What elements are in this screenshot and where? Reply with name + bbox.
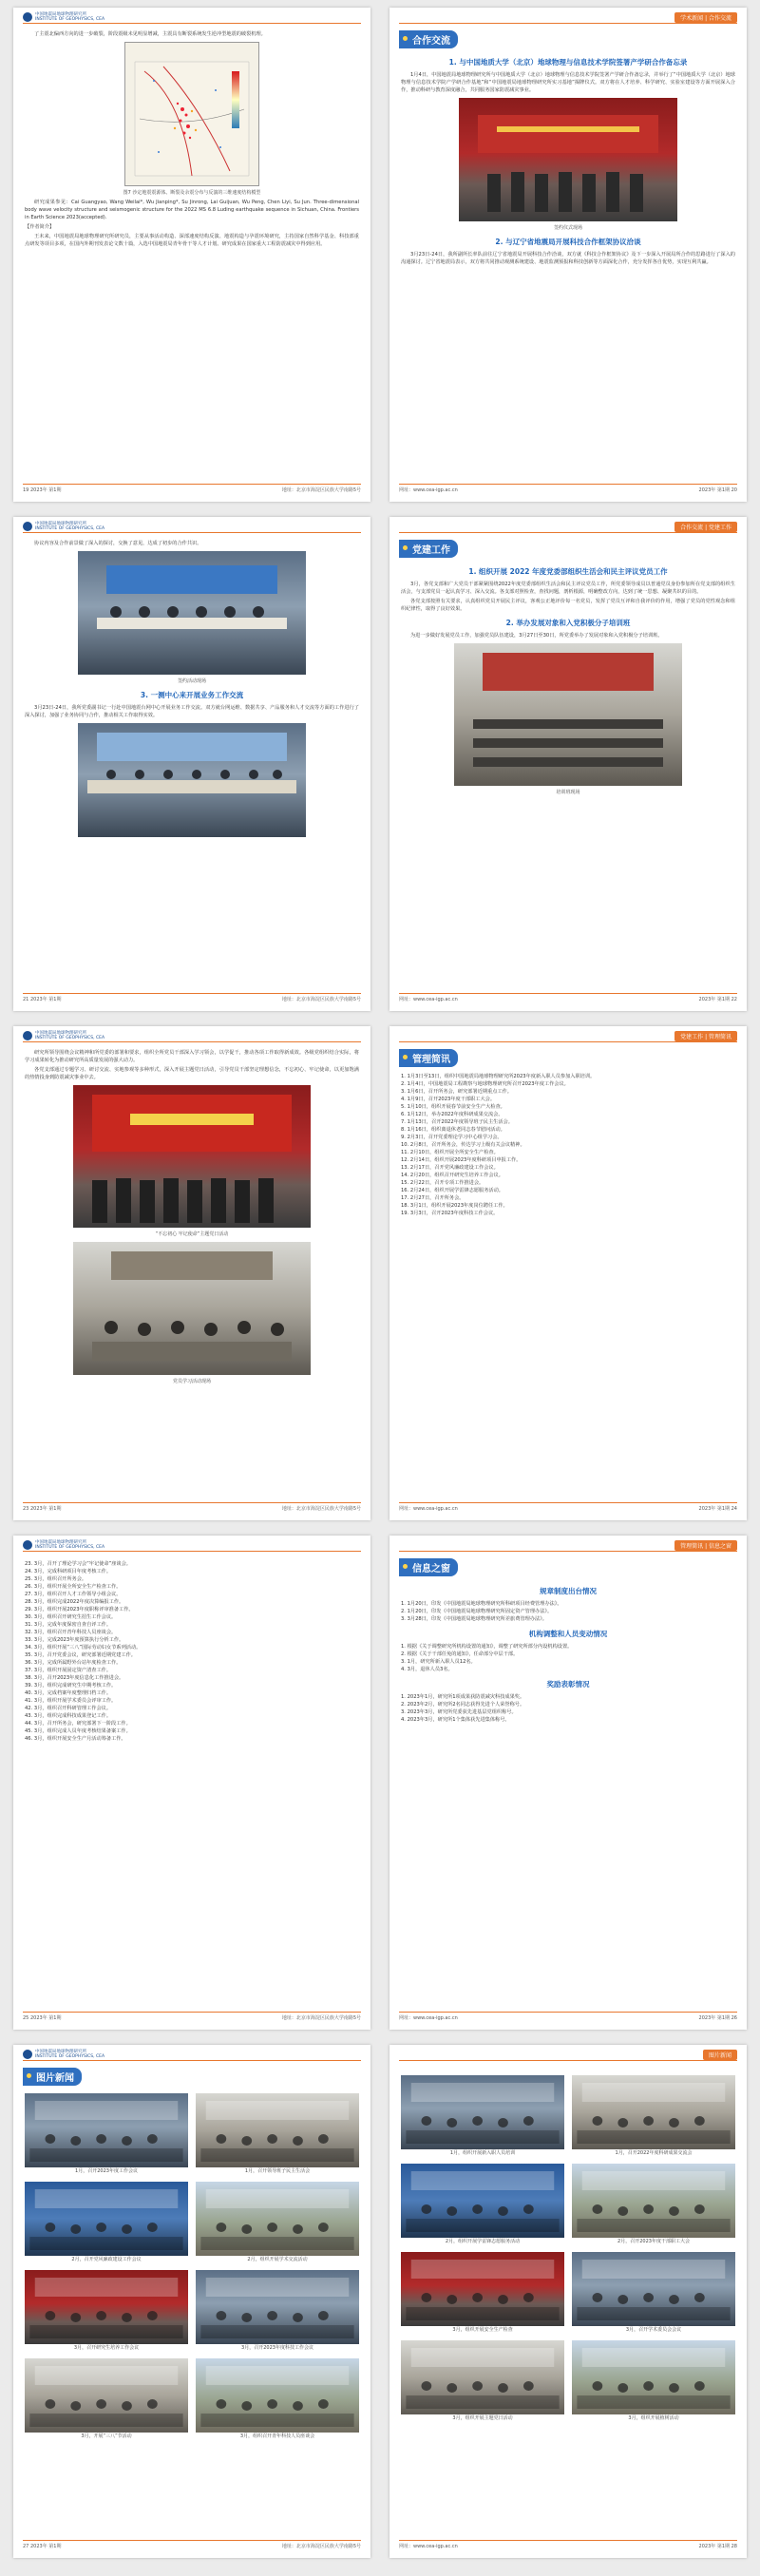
intro-text: 研究所领导围绕会议精神和所党委的部署和要求，组织全所党员干部深入学习领会，以学促干，推动各项工作取得新成效。各级党组织结合实际，将学习成果转化为推动研究所高质量发展的强大动力。 xyxy=(25,1050,359,1063)
page-footer xyxy=(399,1502,737,1515)
footer-site: 网址：www.cea-igp.ac.cn xyxy=(399,2015,458,2021)
news-photo xyxy=(401,2075,564,2149)
section-title: 信息之窗 xyxy=(399,1558,458,1576)
issue: 2023年 第1期 xyxy=(698,487,731,493)
section-title: 管理简讯 xyxy=(399,1049,458,1067)
issue: 2023年 第1期 xyxy=(698,2544,731,2549)
page-25 xyxy=(13,1536,370,2030)
article-text: 各党支部通过专题学习、研讨交流、实地参观等多种形式，深入开展主题党日活动，引导党员干部坚定理想信念，不忘初心、牢记使命，以更加饱满的热情投身到防震减灾事业中去。 xyxy=(25,1067,359,1080)
page-footer xyxy=(399,2540,737,2552)
list-item: 8. 1月16日，组织离退休老同志春节慰问活动。 xyxy=(401,1127,505,1133)
org-name-en: INSTITUTE OF GEOPHYSICS, CEA xyxy=(35,1545,105,1550)
list-item: 4. 1月9日，召开2023年度干部职工大会。 xyxy=(401,1097,496,1102)
article-text: 3月，各党支部和广大党员干部紧紧围绕2022年度党委部组织生活会和民主评议党员工作，所党委领导成员以普通党员身份参加所在党支部的组织生活会，与支部党员一起认真学习、深入交流。各支部对照检查，查找问题，剖析根源，明确整改方向，达到了统一思想、凝聚共识的目的。 xyxy=(401,582,735,595)
list-item: 16. 2月24日，组织开展学雷锋志愿服务活动。 xyxy=(401,1188,504,1193)
photo-caption: 签约仪式现场 xyxy=(553,225,582,231)
issue: 2023年 第1期 xyxy=(698,2015,731,2021)
list-item: 34. 3月，组织开展“三八”国际劳动妇女节系列活动。 xyxy=(25,1645,142,1651)
list-item: 38. 3月，召开2023年度信息化工作推进会。 xyxy=(25,1675,124,1681)
page-footer xyxy=(399,993,737,1005)
section-tag: 合作交流 | 党建工作 xyxy=(674,522,737,532)
article-title: 1. 组织开展 2022 年度党委部组织生活会和民主评议党员工作 xyxy=(468,567,668,576)
page-header xyxy=(390,1026,747,1043)
page-number: 24 xyxy=(731,1506,737,1512)
news-photo xyxy=(25,2093,188,2167)
photo-caption: 3月，组织开展主题党日活动 xyxy=(452,2415,513,2421)
page-28 xyxy=(390,2045,747,2558)
page-23 xyxy=(13,1026,370,1520)
news-photo xyxy=(25,2182,188,2256)
photo-card xyxy=(401,2340,564,2423)
news-photo xyxy=(401,2340,564,2414)
list-item: 13. 2月17日，召开党风廉政建设工作会议。 xyxy=(401,1165,499,1171)
page-header xyxy=(13,1026,370,1043)
org-name: 中国地震局地球物理研究所 xyxy=(35,1031,86,1036)
footer-site: 网址：www.cea-igp.ac.cn xyxy=(399,997,458,1002)
page-19 xyxy=(13,8,370,502)
regulation-list xyxy=(401,1600,735,1623)
awards-list xyxy=(401,1693,735,1724)
page-number: 28 xyxy=(731,2544,737,2549)
photo-card xyxy=(401,2164,564,2246)
list-item: 1. 1月3日至13日，组织中国地震局地球物理研究所2023年度新入职人员参加入职培训。 xyxy=(401,1074,596,1079)
article-text: 1月4日，中国地震局地球物理研究所与中国地质大学（北京）地球物理与信息技术学院签署产学研合作备忘录，并举行了“中国地质大学（北京）地球物理与信息技术学院产学研合作基地”和“中国地震局地球物理研究所实习基地”揭牌仪式。双方将在人才培养、科学研究、实验室建设等方面开展深入合作，推动科研与教育深度融合，共同服务国家防震减灾事业。 xyxy=(401,72,735,93)
news-list xyxy=(25,1560,359,1743)
org-name-en: INSTITUTE OF GEOPHYSICS, CEA xyxy=(35,1036,105,1040)
list-item: 1. 2023年1月，研究所1项成果获防震减灾科技成果奖。 xyxy=(401,1694,525,1700)
section-tag: 管理简讯 | 信息之窗 xyxy=(674,1540,737,1551)
org-name: 中国地震局地球物理研究所 xyxy=(35,522,86,526)
list-item: 23. 3月，召开了理论学习会“牢记使命”座谈会。 xyxy=(25,1561,131,1567)
list-item: 33. 3月，完成2023年度预算执行分析工作。 xyxy=(25,1637,124,1643)
article-title: 2. 与辽宁省地震局开展科技合作框架协议洽谈 xyxy=(495,238,641,246)
photo-card xyxy=(25,2270,188,2353)
photo-card xyxy=(572,2252,735,2335)
list-item: 44. 3月，召开所务会，研究部署下一阶段工作。 xyxy=(25,1721,131,1727)
page-header xyxy=(390,517,747,534)
issue: 2023年 第1期 xyxy=(29,1506,62,1512)
photo-card xyxy=(25,2093,188,2176)
article-text: 3月23日-24日，我所副所长率队前往辽宁省地震局开展科技合作洽谈，双方就《科技合作框架协议》及下一步深入开展局所合作的思路进行了深入的沟通探讨。辽宁省地震局表示，双方将共同推动观测系统建设、地震监测预报和科技创新等方面深化合作，充分发挥各自优势，实现互利共赢。 xyxy=(401,252,735,265)
news-photo xyxy=(196,2093,359,2167)
photo-caption: 党员学习活动现场 xyxy=(172,1379,211,1384)
subsection-title: 奖励表彰情况 xyxy=(546,1680,590,1689)
photo-meeting xyxy=(78,551,306,675)
page-header xyxy=(390,2045,747,2062)
photo-card xyxy=(401,2075,564,2158)
news-photo xyxy=(196,2182,359,2256)
photo-caption: 2月，组织开展学雷锋志愿服务活动 xyxy=(445,2239,521,2244)
photo-signing xyxy=(459,98,677,221)
photo-card xyxy=(572,2164,735,2246)
news-photo xyxy=(25,2270,188,2344)
list-item: 3. 1月6日，召开所务会，研究部署近期重点工作。 xyxy=(401,1089,512,1095)
photo-card xyxy=(25,2182,188,2264)
article-text: 3月23日-24日，我所党委副书记一行赴中国地震台网中心开展业务工作交流。双方就台网运维、数据共享、产品服务和人才交流等方面的工作进行了深入探讨，加强了业务协同与合作，推动相关工作取得实效。 xyxy=(25,705,359,718)
photo-caption: 3月，召开研究生培养工作会议 xyxy=(73,2345,140,2351)
photo-caption: 2月，召开党风廉政建设工作会议 xyxy=(71,2257,142,2262)
page-footer xyxy=(23,2012,361,2024)
photo-card xyxy=(572,2075,735,2158)
page-24 xyxy=(390,1026,747,1520)
photo-caption: 3月，组织召开青年科技人员座谈会 xyxy=(239,2433,315,2439)
org-logo xyxy=(23,1031,104,1040)
list-item: 31. 3月，完成年度保密自查自评工作。 xyxy=(25,1622,112,1628)
reference xyxy=(25,199,359,221)
page-22 xyxy=(390,517,747,1011)
photo-caption: 3月，组织开展植树活动 xyxy=(628,2415,679,2421)
news-photo xyxy=(572,2252,735,2326)
issue: 2023年 第1期 xyxy=(29,2544,62,2549)
footer-site: 网址：www.cea-igp.ac.cn xyxy=(399,2544,458,2549)
list-item: 37. 3月，组织开展固定资产清查工作。 xyxy=(25,1668,112,1673)
news-photo xyxy=(25,2358,188,2433)
article-title: 3. 一测中心来开展业务工作交流 xyxy=(140,691,244,699)
list-item: 32. 3月，组织召开青年科技人员座谈会。 xyxy=(25,1630,117,1635)
list-item: 36. 3月，完成所属野外台站年度检查工作。 xyxy=(25,1660,122,1666)
issue: 2023年 第1期 xyxy=(698,1506,731,1512)
list-item: 12. 2月14日，组织开展2023年度科研项目申报工作。 xyxy=(401,1157,522,1163)
seal-icon xyxy=(23,1540,32,1550)
photo-caption: 2月，召开2023年度干部职工大会 xyxy=(618,2239,690,2244)
list-item: 11. 2月10日，组织开展全所安全生产检查。 xyxy=(401,1150,499,1155)
page-27 xyxy=(13,2045,370,2558)
photo-caption: “不忘初心 牢记使命”主题党日活动 xyxy=(155,1231,229,1237)
reference-label: 研究成果参见： xyxy=(34,200,72,205)
issue: 2023年 第1期 xyxy=(29,997,62,1002)
photo-caption: 1月，召开2023年度工作会议 xyxy=(75,2168,138,2174)
page-footer xyxy=(23,484,361,496)
list-item: 15. 2月22日，召开专项工作推进会。 xyxy=(401,1180,484,1186)
page-number xyxy=(23,487,61,496)
news-photo xyxy=(572,2340,735,2414)
page-20 xyxy=(390,8,747,502)
footer-address: 地址：北京市海淀区民族大学南路5号 xyxy=(281,487,361,493)
list-item: 2. 1月4日，中国地震局工程勘察与地球物理研究所召开2023年度工作会议。 xyxy=(401,1081,569,1087)
author-text: 王未来，中国地震局地球物理研究所研究员，主要从事活动构造、深部速度结构反演、地震构造与孕震环境研究，主持国家自然科学基金、科技部重点研发等项目多项，在国内外期刊发表论文数十篇，入选中国地震局青年骨干等人才计划。研究成果在国家重大工程防震减灾中得到应用。 xyxy=(25,234,359,247)
list-item: 30. 3月，组织召开研究生招生工作会议。 xyxy=(25,1614,117,1620)
list-item: 45. 3月，组织完成人员年度考核结果备案工作。 xyxy=(25,1728,131,1734)
photo-caption: 1月，组织开展新入职人员培训 xyxy=(449,2150,516,2156)
list-item: 42. 3月，组织召开科研管理工作会议。 xyxy=(25,1706,112,1711)
list-item: 1. 根据《关于调整研究所机构设置的通知》，调整了研究所部分内设机构设置。 xyxy=(401,1644,573,1650)
photo-grid xyxy=(401,2075,735,2423)
page-number: 20 xyxy=(731,487,737,493)
page-number: 26 xyxy=(731,2015,737,2021)
list-item: 24. 3月，完成科研项目年度考核工作。 xyxy=(25,1569,112,1574)
seismic-map xyxy=(124,42,259,186)
page-footer xyxy=(23,2540,361,2552)
photo-card xyxy=(401,2252,564,2335)
news-photo xyxy=(572,2164,735,2238)
list-item: 41. 3月，组织开展学术委员会评审工作。 xyxy=(25,1698,117,1704)
page-header xyxy=(390,8,747,25)
list-item: 2. 1月20日，印发《中国地震局地球物理研究所固定资产管理办法》。 xyxy=(401,1609,553,1614)
subsection-title: 规章制度出台情况 xyxy=(540,1587,597,1595)
page-footer xyxy=(399,2012,737,2024)
page-footer xyxy=(23,993,361,1005)
photo-caption: 培训班现场 xyxy=(556,790,580,795)
photo-caption: 签约活动现场 xyxy=(177,678,206,684)
page-number: 22 xyxy=(731,997,737,1002)
footer-site: 网址：www.cea-igp.ac.cn xyxy=(399,487,458,493)
seal-icon xyxy=(23,1031,32,1040)
list-item: 7. 1月13日，召开2022年度领导班子民主生活会。 xyxy=(401,1119,513,1125)
section-tag: 党建工作 | 管理简讯 xyxy=(674,1031,737,1041)
photo-caption: 1月，召开领导班子民主生活会 xyxy=(244,2168,311,2174)
org-logo xyxy=(23,522,104,531)
list-item: 3. 3月28日，印发《中国地震局地球物理研究所差旅费管理办法》。 xyxy=(401,1616,547,1622)
photo-card xyxy=(196,2182,359,2264)
seal-icon xyxy=(23,2050,32,2059)
section-tag: 图片新闻 xyxy=(703,2050,737,2060)
list-item: 35. 3月，召开党委会议，研究部署近期党建工作。 xyxy=(25,1652,136,1658)
list-item: 17. 2月27日，召开所务会。 xyxy=(401,1195,465,1201)
org-name-en: INSTITUTE OF GEOPHYSICS, CEA xyxy=(35,17,105,22)
news-list xyxy=(401,1073,735,1217)
subsection-title: 机构调整和人员变动情况 xyxy=(528,1630,608,1638)
list-item: 39. 3月，组织完成研究生中期考核工作。 xyxy=(25,1683,117,1689)
org-logo xyxy=(23,2050,104,2059)
intro-text: 协议内容及合作前景做了深入的探讨，交换了意见，达成了初步的合作共识。 xyxy=(34,541,202,546)
page-footer xyxy=(399,484,737,496)
article-title: 2. 举办发展对象和入党积极分子培训班 xyxy=(505,619,631,627)
photo-caption: 3月，召开学术委员会会议 xyxy=(625,2327,682,2333)
list-item: 40. 3月，完成档案年度整理归档工作。 xyxy=(25,1690,112,1696)
org-name-en: INSTITUTE OF GEOPHYSICS, CEA xyxy=(35,2054,105,2059)
org-logo xyxy=(23,1540,104,1550)
photo-card xyxy=(196,2358,359,2441)
photo-caption: 3月，召开2023年度科技工作会议 xyxy=(241,2345,314,2351)
staffing-list xyxy=(401,1643,735,1673)
page-header xyxy=(13,8,370,25)
list-item: 27. 3月，组织召开人才工作领导小组会议。 xyxy=(25,1592,122,1597)
org-logo xyxy=(23,12,104,22)
list-item: 19. 3月3日，召开2023年度科技工作会议。 xyxy=(401,1211,499,1216)
map-caption: 图7 沙定地震震源体、断裂及余震分布与反演的三维速度结构模型 xyxy=(123,190,261,196)
footer-address: 地址：北京市海淀区民族大学南路5号 xyxy=(281,2544,361,2549)
photo-caption: 3月，组织开展安全生产检查 xyxy=(452,2327,513,2333)
issue: 2023年 第1期 xyxy=(698,997,731,1002)
photo-caption: 2月，组织开展学术交流活动 xyxy=(247,2257,308,2262)
article-text: 各党支部按照有关要求，认真组织党员开展民主评议，客观公正地评价每一名党员，发挥了党员互评和自我评价的作用，增强了党员的党性观念和组织纪律性，取得了良好效果。 xyxy=(401,599,735,612)
list-item: 2. 2023年2月，研究所2名同志获得先进个人荣誉称号。 xyxy=(401,1702,525,1708)
photo-caption: 1月，召开2022年度科研成果交流会 xyxy=(615,2150,693,2156)
list-item: 10. 2月8日，召开所务会，传达学习上级有关会议精神。 xyxy=(401,1142,525,1148)
photo-study xyxy=(73,1242,311,1375)
page-footer xyxy=(23,1502,361,1515)
list-item: 4. 2023年3月，研究所1个集体获先进集体称号。 xyxy=(401,1717,510,1723)
list-item: 4. 3月，退休人员3名。 xyxy=(401,1667,453,1672)
footer-address: 地址：北京市海淀区民族大学南路5号 xyxy=(281,1506,361,1512)
photo-caption: 3月，开展“三八”节活动 xyxy=(81,2433,132,2439)
page-number: 27 xyxy=(23,2544,29,2549)
news-photo xyxy=(401,2164,564,2238)
list-item: 6. 1月12日，举办2022年度科研成果交流会。 xyxy=(401,1112,504,1117)
page-number: 21 xyxy=(23,997,29,1002)
list-item: 18. 3月1日，组织开展2023年度岗位聘任工作。 xyxy=(401,1203,508,1209)
photo-training xyxy=(454,643,682,786)
footer-address: 地址：北京市海淀区民族大学南路5号 xyxy=(281,997,361,1002)
reference-text: Cai Guangyao, Wang Weilai*, Wu Jianping*, Su Jinrong, Lai Guijuan, Wu Peng, Chen Liyi, Su Jun. Three-dimensional body wave velocity structure and seismogenic structure for the 2022 MS 6.8 Luding earthquake sequence in Sichuan, China. Frontiers in Earth Science 2023(accepted). xyxy=(25,200,359,220)
page-26 xyxy=(390,1536,747,2030)
footer-address: 地址：北京市海淀区民族大学南路5号 xyxy=(281,2015,361,2021)
photo-card xyxy=(196,2270,359,2353)
list-item: 3. 2023年3月，研究所党委获先进基层党组织称号。 xyxy=(401,1709,517,1715)
section-title: 党建工作 xyxy=(399,540,458,558)
photo-card xyxy=(572,2340,735,2423)
section-title: 图片新闻 xyxy=(23,2068,82,2086)
page-header xyxy=(390,1536,747,1553)
list-item: 43. 3月，组织完成科技成果登记工作。 xyxy=(25,1713,112,1719)
seal-icon xyxy=(23,12,32,22)
footer-site: 网址：www.cea-igp.ac.cn xyxy=(399,1506,458,1512)
list-item: 25. 3月，组织召开所务会。 xyxy=(25,1576,87,1582)
article-title: 1. 与中国地质大学（北京）地球物理与信息技术学院签署产学研合作备忘录 xyxy=(448,58,688,67)
section-title: 合作交流 xyxy=(399,30,458,48)
list-item: 9. 2月3日，召开党委理论学习中心组学习会。 xyxy=(401,1135,503,1140)
section-tag: 学术新闻 | 合作交流 xyxy=(674,12,737,23)
list-item: 1. 1月20日，印发《中国地震局地球物理研究所科研项目经费管理办法》。 xyxy=(401,1601,562,1607)
news-photo xyxy=(196,2270,359,2344)
list-item: 2. 根据《关于干部任免的通知》，任命部分中层干部。 xyxy=(401,1651,519,1657)
photo-party-day xyxy=(73,1085,311,1228)
page-header xyxy=(13,2045,370,2062)
photo-exchange xyxy=(78,723,306,837)
page-21 xyxy=(13,517,370,1011)
list-item: 28. 3月，组织完成2022年度决算编报工作。 xyxy=(25,1599,124,1605)
page-number: 23 xyxy=(23,1506,29,1512)
org-name: 中国地震局地球物理研究所 xyxy=(35,1540,86,1545)
list-item: 3. 1月，研究所新入职人员12名。 xyxy=(401,1659,476,1665)
seal-icon xyxy=(23,522,32,531)
issue: 2023年 第1期 xyxy=(29,2015,62,2021)
page-header xyxy=(13,517,370,534)
photo-card xyxy=(25,2358,188,2441)
org-name: 中国地震局地球物理研究所 xyxy=(35,2050,86,2054)
list-item: 26. 3月，组织开展全所安全生产检查工作。 xyxy=(25,1584,122,1590)
org-name-en: INSTITUTE OF GEOPHYSICS, CEA xyxy=(35,526,105,531)
list-item: 14. 2月20日，组织召开研究生培养工作会议。 xyxy=(401,1173,504,1178)
news-photo xyxy=(401,2252,564,2326)
page-header xyxy=(13,1536,370,1553)
photo-grid xyxy=(25,2093,359,2441)
num: 19 xyxy=(23,487,29,493)
list-item: 29. 3月，组织开展2023年度职称评审准备工作。 xyxy=(25,1607,134,1612)
author-label: 【作者简介】 xyxy=(25,224,55,230)
page-number: 25 xyxy=(23,2015,29,2021)
issue: 2023年 第1期 xyxy=(29,487,62,493)
org-name: 中国地震局地球物理研究所 xyxy=(35,12,86,17)
article-text: 为进一步做好发展党员工作，加强党员队伍建设，3月27日至30日，所党委举办了发展对象和入党积极分子培训班。 xyxy=(410,633,663,639)
list-item: 5. 1月10日，组织开展春节前安全生产大检查。 xyxy=(401,1104,505,1110)
photo-card xyxy=(196,2093,359,2176)
news-photo xyxy=(196,2358,359,2433)
list-item: 46. 3月，组织开展安全生产月活动筹备工作。 xyxy=(25,1736,126,1742)
news-photo xyxy=(572,2075,735,2149)
intro-text: 了主震北偏西方向的进一步破裂，阶段震级未见明显增减，主震具有断裂系统发生逆冲型地震的破裂机理。 xyxy=(34,31,266,37)
